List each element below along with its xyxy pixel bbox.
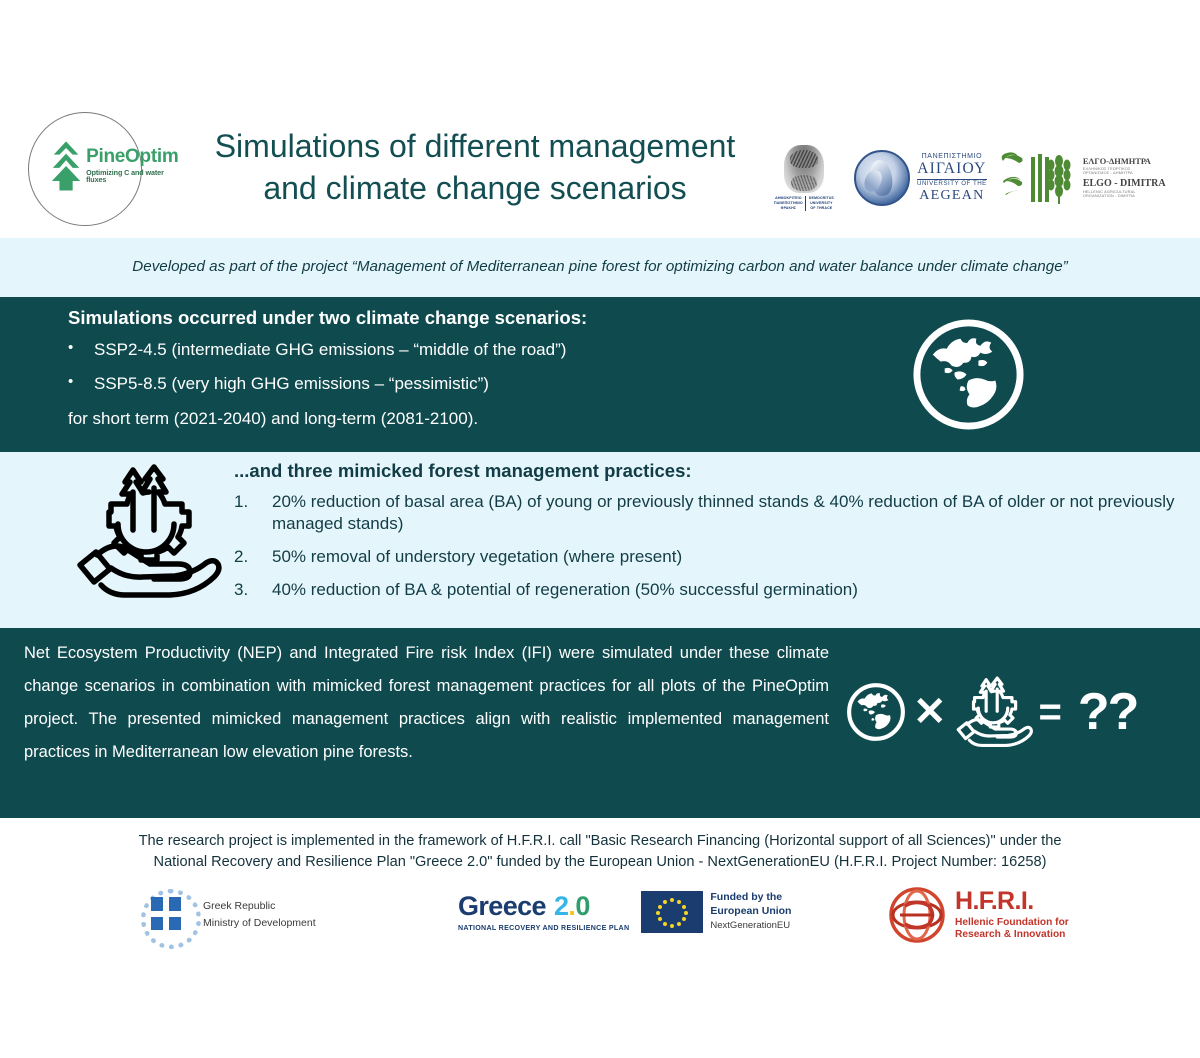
scenarios-footnote: for short term (2021-2040) and long-term (2081-2100). xyxy=(68,409,479,428)
list-item xyxy=(234,546,1179,568)
practices-heading: ...and three mimicked forest management practices: xyxy=(234,460,692,481)
greece20-subtitle: NATIONAL RECOVERY AND RESILIENCE PLAN xyxy=(458,924,630,933)
elgo-line-6: ORGANIZATION - DIMITRA xyxy=(1082,193,1135,199)
duth-greek-line-1: ΔΗΜΟΚΡΙΤΕΙΟ xyxy=(775,196,802,201)
page-title-line-2: and climate change scenarios xyxy=(263,169,687,206)
eu-funding-logo xyxy=(641,890,791,933)
aegean-seal-icon xyxy=(854,150,910,206)
eu-line-3: NextGenerationEU xyxy=(710,920,791,932)
elgo-line-3: ΟΡΓΑΝΙΣΜΟΣ - ΔΗΜΗΤΡΑ xyxy=(1082,170,1133,176)
project-subtitle-band xyxy=(0,238,1200,297)
practice-text: 40% reduction of BA & potential of regeneration (50% successful germination) xyxy=(272,580,858,600)
hfri-line-2: Research & Innovation xyxy=(955,929,1066,940)
duth-en-line-2: UNIVERSITY xyxy=(810,201,833,206)
pine-tree-icon xyxy=(50,138,82,192)
greece20-word: Greece xyxy=(458,891,546,922)
pineoptim-logo xyxy=(22,112,179,224)
header xyxy=(0,0,1200,238)
multiply-operator: ✕ xyxy=(913,690,947,734)
footer-logos xyxy=(0,884,1200,974)
funding-statement-line-2: National Recovery and Resilience Plan "Greece 2.0" funded by the European Union - NextGenerationEU (H.F.R.I. Project Number: 16258) xyxy=(153,853,1047,870)
list-item xyxy=(234,491,1179,535)
summary-paragraph: Net Ecosystem Productivity (NEP) and Integrated Fire risk Index (IFI) were simulated under these climate change scenarios in combination with mimicked forest management practices for all plots of the PineOptim project. The presented mimicked management practices align with realistic implemented management practices in Mediterranean low elevation pine forests. xyxy=(24,644,829,761)
elgo-logo xyxy=(1001,151,1166,205)
greece20-two: 2 xyxy=(553,891,569,922)
concept-equation xyxy=(845,662,1190,762)
list-item xyxy=(68,339,868,360)
page-title xyxy=(180,126,770,209)
greece20-logo xyxy=(458,890,791,933)
duth-greek-line-2: ΠΑΝΕΠΙΣΤΗΜΙΟ xyxy=(774,201,803,206)
greek-republic-logo xyxy=(138,887,316,943)
elgo-line-5: HELLENIC AGRICULTURAL xyxy=(1082,188,1136,194)
logo-tagline: Optimizing C and water fluxes xyxy=(86,167,164,184)
footer xyxy=(0,818,1200,1058)
duth-en-line-3: OF THRACE xyxy=(810,205,833,210)
duth-greek-line-3: ΘΡΑΚΗΣ xyxy=(780,205,797,210)
practice-text: 20% reduction of basal area (BA) of young or previously thinned stands & 40% reduction of BA of older or not previously managed stands) xyxy=(272,492,1175,534)
eu-flag-icon xyxy=(641,891,703,933)
aegean-line-3: UNIVERSITY OF THE xyxy=(917,180,987,188)
scenarios-heading: Simulations occurred under two climate change scenarios: xyxy=(68,307,588,328)
democritus-portrait-icon xyxy=(784,145,824,193)
scenario-text: SSP2-4.5 (intermediate GHG emissions – “middle of the road”) xyxy=(94,340,567,359)
aegean-line-2: ΑΙΓΑΙΟΥ xyxy=(917,159,987,177)
aegean-line-4: AEGEAN xyxy=(919,187,985,203)
equation-result: ?? xyxy=(1077,683,1138,741)
elgo-line-2: ΕΛΛΗΝΙΚΟΣ ΓΕΩΡΓΙΚΟΣ xyxy=(1082,165,1131,171)
elgo-wheat-icon xyxy=(1001,151,1077,205)
aegean-logo xyxy=(854,150,987,206)
globe-icon xyxy=(845,681,907,743)
funding-statement-line-1: The research project is implemented in the framework of H.F.R.I. call "Basic Research Financing (Horizontal support of all Sciences)" under the xyxy=(138,833,1062,849)
greece20-dot: . xyxy=(568,891,576,922)
practice-text: 50% removal of understory vegetation (where present) xyxy=(272,547,683,567)
greece20-zero: 0 xyxy=(575,891,590,922)
bullet-glyph: • xyxy=(68,339,74,356)
greek-republic-line-2: Ministry of Development xyxy=(203,917,316,929)
practices-list xyxy=(234,491,1179,612)
hand-holding-forest-gear-icon xyxy=(953,676,1033,748)
funding-statement xyxy=(30,831,1170,872)
list-item xyxy=(68,373,868,394)
hfri-logo-icon xyxy=(888,886,946,944)
bullet-glyph: • xyxy=(68,373,74,391)
equals-operator: = xyxy=(1038,690,1062,734)
practice-number: 1. xyxy=(234,492,249,511)
hfri-line-1: Hellenic Foundation for xyxy=(955,916,1069,928)
eu-line-1: Funded by the xyxy=(710,891,783,903)
project-subtitle: Developed as part of the project “Management of Mediterranean pine forest for optimizing carbon and water balance under climate change” xyxy=(132,258,1068,276)
duth-en-line-1: DEMOCRITUS xyxy=(808,196,834,201)
logo-name: PineOptim xyxy=(86,145,179,167)
scenario-text: SSP5-8.5 (very high GHG emissions – “pessimistic”) xyxy=(94,374,489,394)
elgo-line-4: ELGO - DIMITRA xyxy=(1082,178,1166,190)
list-item xyxy=(234,579,1179,601)
page-title-line-1: Simulations of different management xyxy=(214,128,736,164)
hand-holding-forest-gear-icon xyxy=(70,464,222,599)
partner-logos xyxy=(768,134,1188,222)
hfri-logo xyxy=(888,886,1069,944)
duth-logo xyxy=(768,145,840,211)
globe-icon xyxy=(909,315,1028,434)
practice-number: 2. xyxy=(234,547,249,567)
greek-republic-seal-icon xyxy=(138,887,194,943)
practice-number: 3. xyxy=(234,580,249,600)
aegean-line-1: ΠΑΝΕΠΙΣΤΗΜΙΟ xyxy=(921,152,983,160)
eu-line-2: European Union xyxy=(710,905,792,918)
greek-republic-line-1: Greek Republic xyxy=(203,899,276,912)
scenarios-list xyxy=(68,339,868,408)
elgo-line-1: ΕΛΓΟ-ΔΗΜΗΤΡΑ xyxy=(1082,157,1151,167)
hfri-acronym: H.F.R.I. xyxy=(955,886,1034,915)
